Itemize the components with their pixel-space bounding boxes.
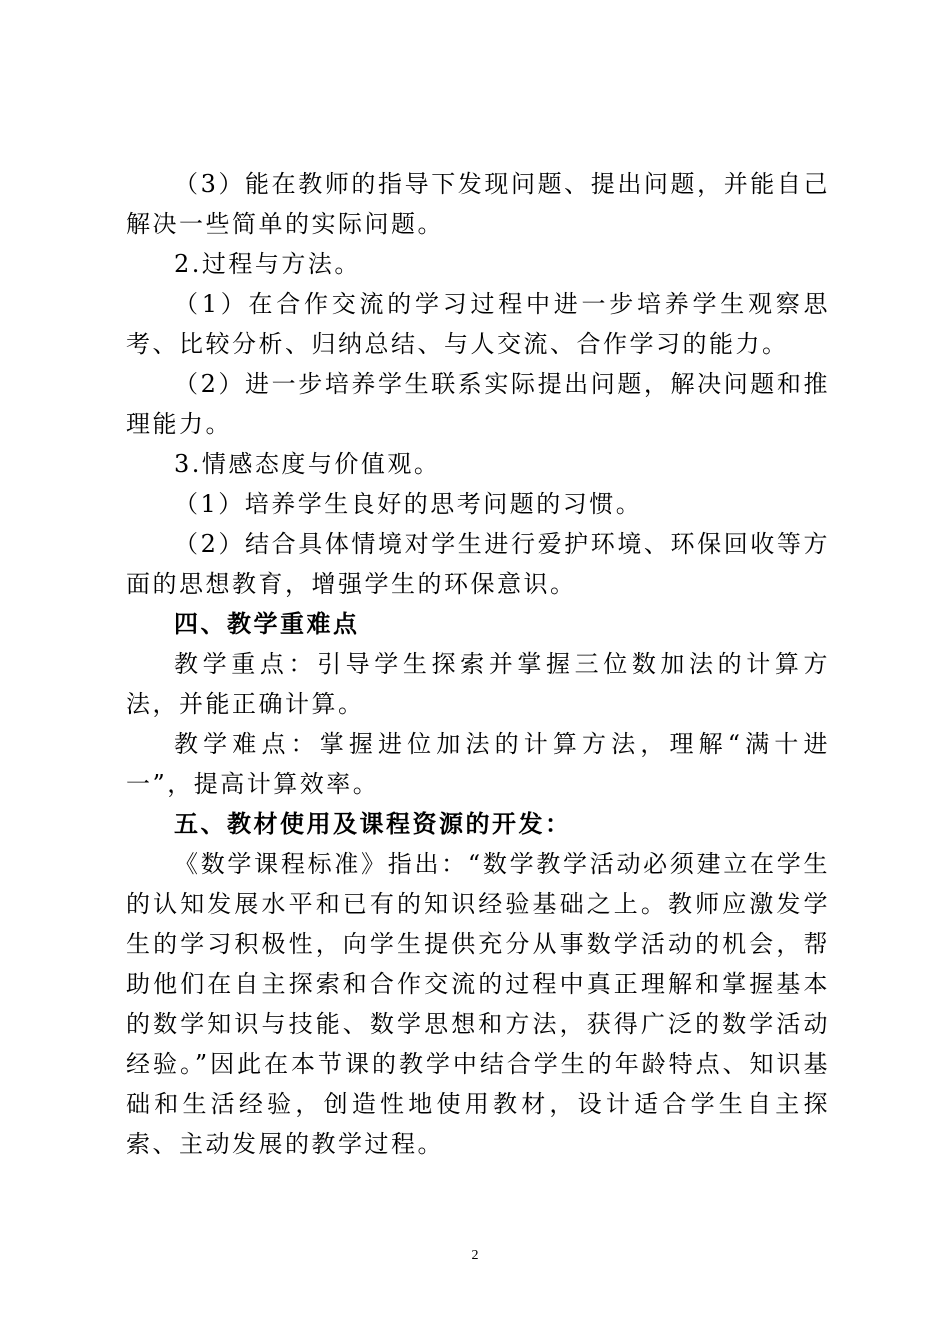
paragraph-emotion-1: （1）培养学生良好的思考问题的习惯。 [174, 490, 643, 518]
paragraph-emotion-title: 3.情感态度与价值观。 [174, 450, 441, 478]
paragraph-curriculum-standard: 《数学课程标准》指出：“数学教学活动必须建立在学生的认知发展水平和已有的知识经验基础之上。教师应激发学生的学习积极性，向学生提供充分从事数学活动的机会，帮助他们在自主探索和合作交流的过程中真正理解和掌握基本的数学知识与技能、数学思想和方法，获得广泛的数学活动经验。”因此在本节课的教学中结合学生的年龄特点、知识基础和生活经验，创造性地使用教材，设计适合学生自主探索、主动发展的教学过程。 [126, 850, 830, 1158]
paragraph-process-2: （2）进一步培养学生联系实际提出问题，解决问题和推理能力。 [126, 370, 830, 438]
paragraph-key-point: 教学重点：引导学生探索并掌握三位数加法的计算方法，并能正确计算。 [126, 650, 830, 718]
paragraph-process-1: （1）在合作交流的学习过程中进一步培养学生观察思考、比较分析、归纳总结、与人交流、合作学习的能力。 [126, 290, 830, 358]
document-body [126, 164, 830, 1164]
paragraph-emotion-2: （2）结合具体情境对学生进行爱护环境、环保回收等方面的思想教育，增强学生的环保意识。 [126, 530, 830, 598]
paragraph-process-method-title: 2.过程与方法。 [174, 250, 361, 278]
section-heading-materials: 五、教材使用及课程资源的开发： [174, 809, 572, 838]
page-number: 2 [471, 1248, 479, 1263]
paragraph-difficult-point: 教学难点：掌握进位加法的计算方法，理解“满十进一”，提高计算效率。 [126, 730, 830, 798]
section-heading-key-points: 四、教学重难点 [174, 609, 360, 638]
paragraph-objective-3: （3）能在教师的指导下发现问题、提出问题，并能自己解决一些简单的实际问题。 [126, 170, 830, 238]
